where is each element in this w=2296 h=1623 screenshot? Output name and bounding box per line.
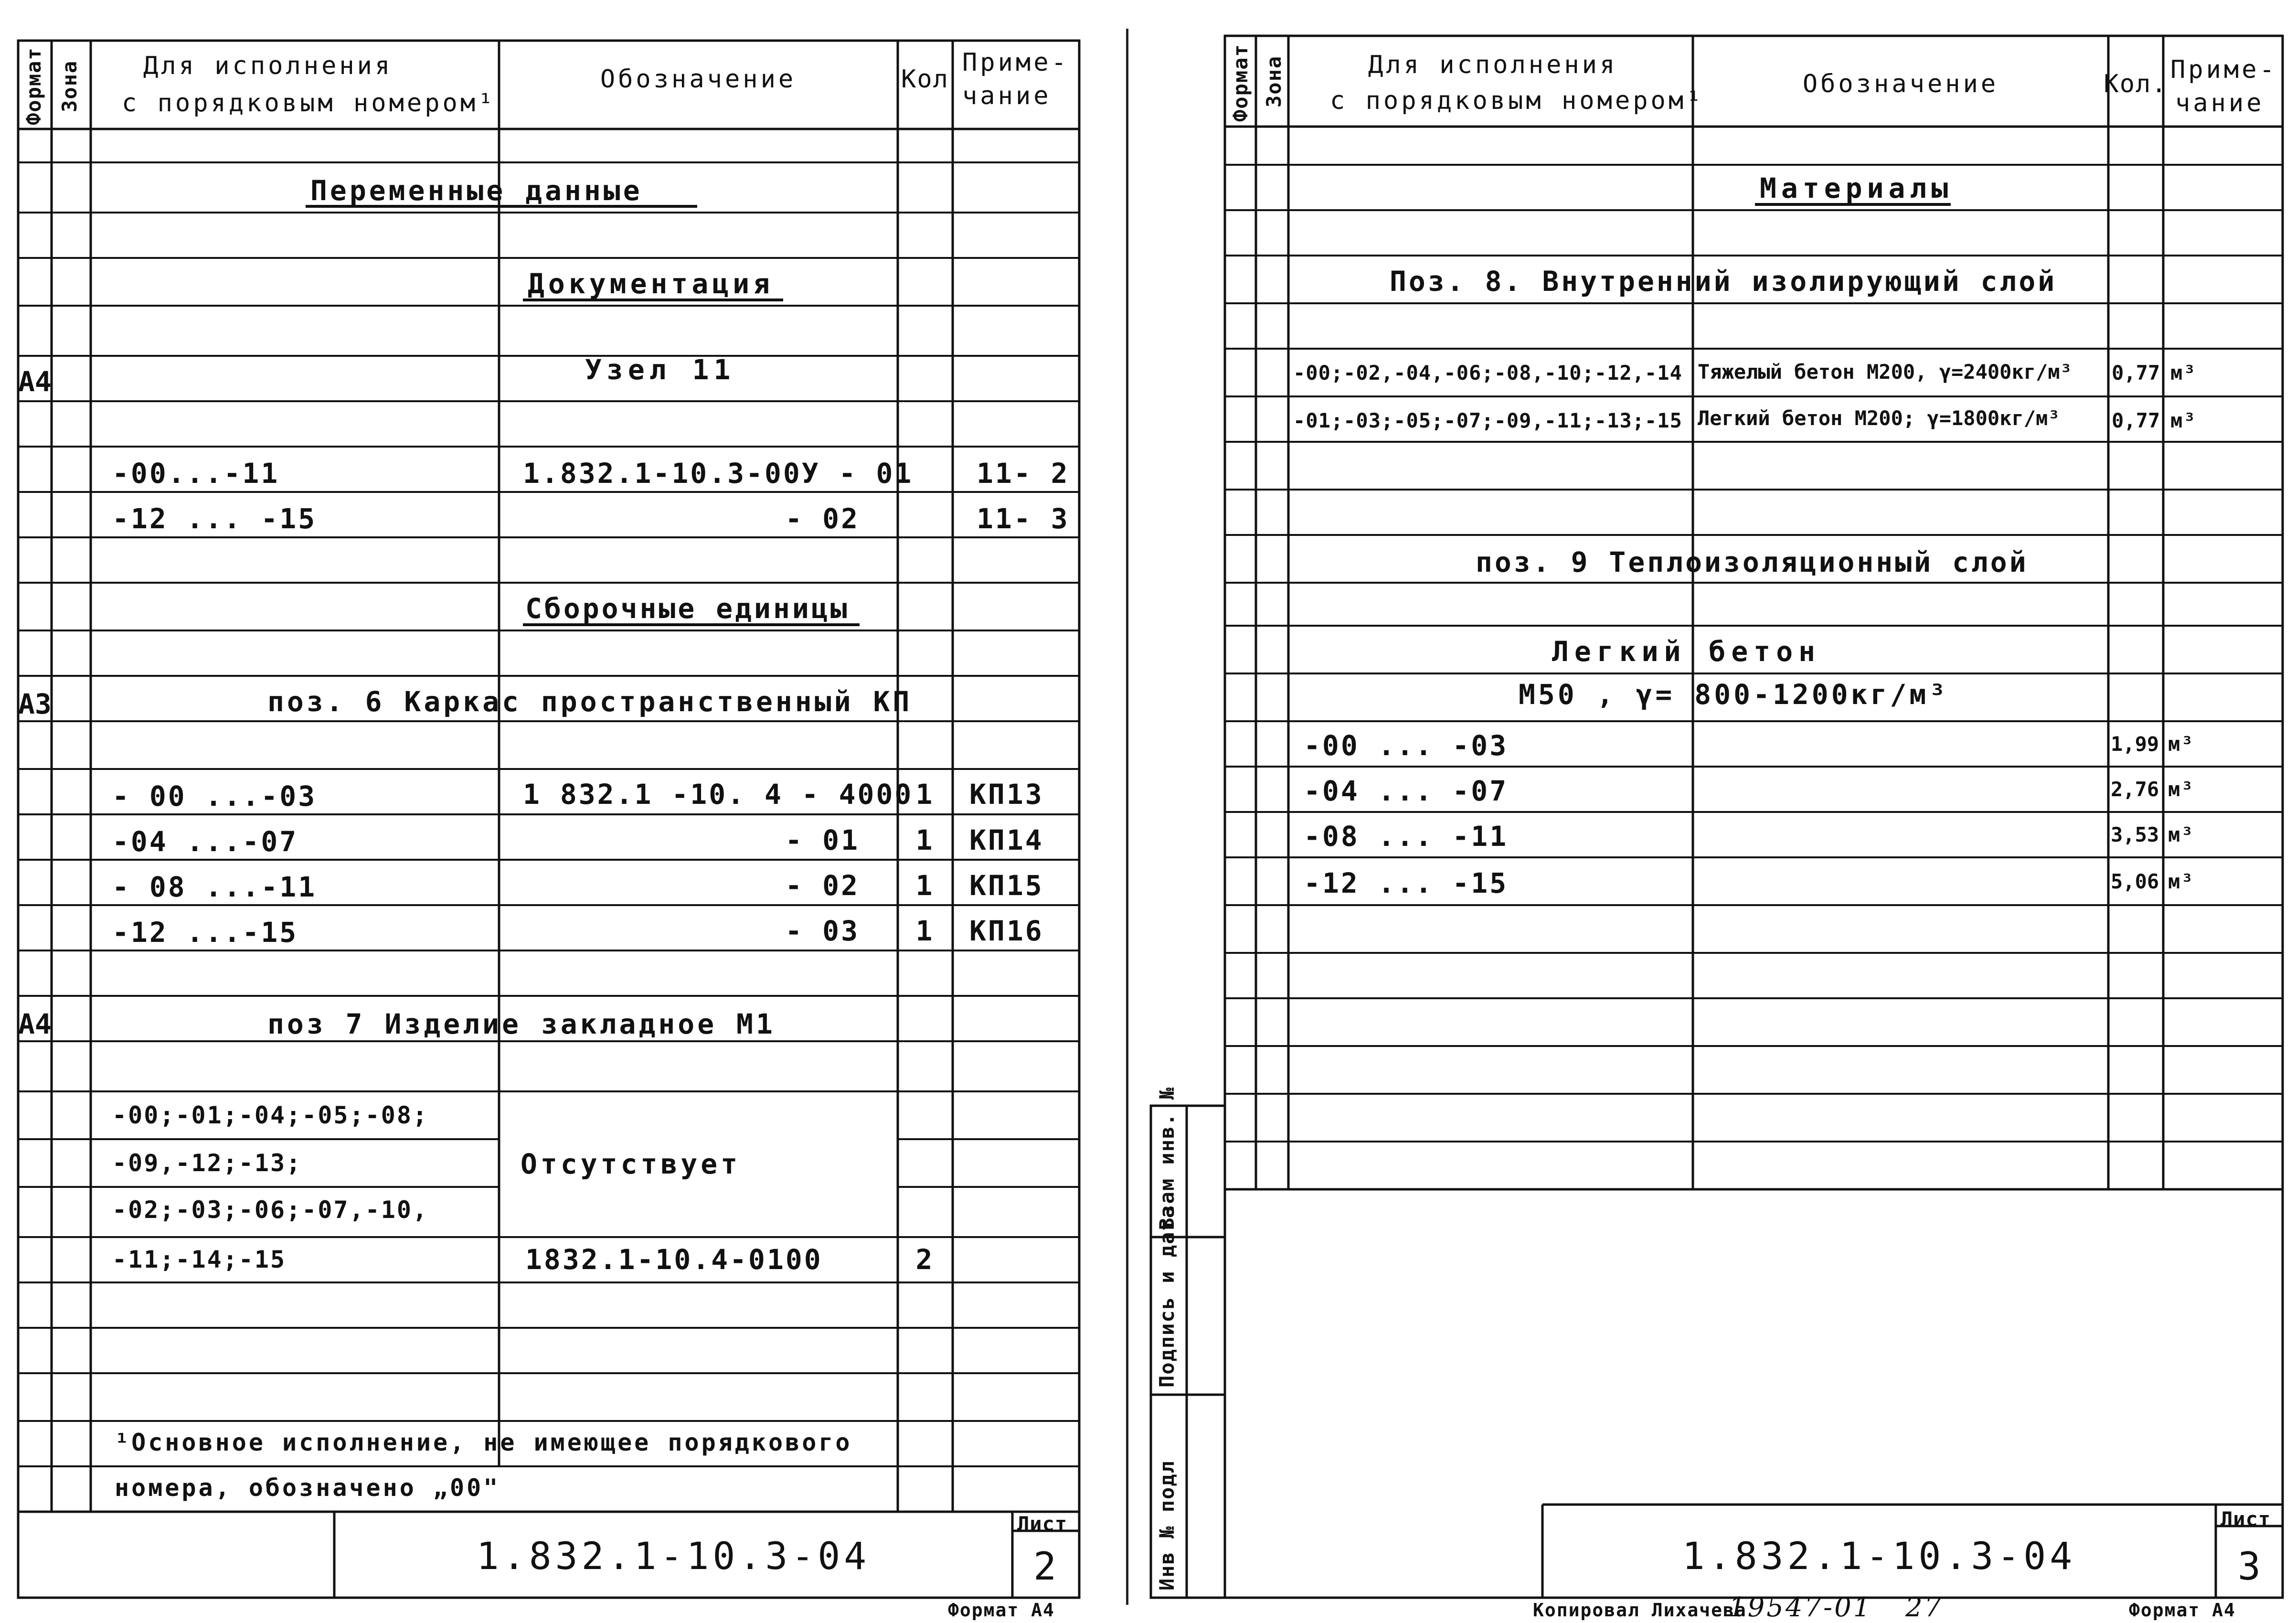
kp-row-3-designation: - 02 — [785, 869, 860, 902]
pos9-row-3-qty: 3,53 — [2111, 823, 2159, 846]
pos9-row-2-exec: -04 ... -07 — [1304, 775, 1509, 807]
kp-row-1-exec: - 00 ...-03 — [112, 780, 317, 812]
right-sheet-label: Лист — [2221, 1507, 2271, 1531]
kp-row-4-note: КП16 — [969, 915, 1044, 947]
uzel-row-1-designation: 1.832.1-10.3-00У - 01 — [523, 457, 914, 490]
kp-row-2-exec: -04 ...-07 — [112, 825, 298, 858]
pos8-row-2-exec: -01;-03;-05;-07;-09,-11;-13;-15 — [1293, 409, 1682, 432]
m1-row-4-exec: -11;-14;-15 — [112, 1246, 287, 1273]
footnote-line1: ¹Основное исполнение, не имеющее порядкового — [115, 1429, 852, 1456]
uzel-row-2-designation: - 02 — [785, 502, 860, 535]
stamp-podpis-data: Подпись и дата — [1155, 1205, 1179, 1388]
right-header-note-line1: Приме- — [2170, 55, 2277, 84]
m1-row-2-exec: -09,-12;-13; — [112, 1149, 302, 1177]
kp-row-1-designation: 1 832.1 -10. 4 - 4000 — [523, 778, 914, 811]
pos8-row-1-qty: 0,77 — [2112, 361, 2160, 384]
stamp-inv-podl: Инв № подл — [1155, 1460, 1179, 1591]
pos9-row-1-note: м³ — [2168, 732, 2194, 756]
uzel-row-1-note: 11- 2 — [977, 457, 1070, 490]
left-header-zone: Зона — [58, 60, 81, 112]
m1-title: поз 7 Изделие закладное М1 — [267, 1008, 776, 1040]
pos8-row-1-note: м³ — [2170, 361, 2197, 384]
right-header-zone: Зона — [1262, 55, 1286, 107]
left-header-note-line1: Приме- — [962, 48, 1069, 77]
pos8-row-2-note: м³ — [2170, 409, 2197, 432]
section-materials: Материалы — [1760, 172, 1953, 204]
left-sheet-number: 2 — [1033, 1544, 1059, 1589]
section-documentation: Документация — [528, 267, 774, 300]
uzel-row-2-note: 11- 3 — [977, 502, 1070, 535]
m1-row-4-designation: 1832.1-10.4-0100 — [525, 1243, 823, 1276]
pos9-title: поз. 9 Теплоизоляционный слой — [1476, 546, 2029, 578]
kp-row-2-qty: 1 — [915, 824, 935, 856]
left-header-designation: Обозначение — [600, 65, 797, 94]
light-concrete-line1: Легкий бетон — [1552, 635, 1821, 668]
uzel-format: А4 — [18, 365, 52, 398]
footnote-line2: номера, обозначено „00" — [115, 1474, 500, 1502]
pos9-row-1-qty: 1,99 — [2111, 732, 2159, 756]
right-format-label: Формат А4 — [2129, 1600, 2236, 1621]
m1-row-4-qty: 2 — [915, 1243, 935, 1276]
pos9-row-3-exec: -08 ... -11 — [1304, 820, 1509, 853]
right-header-designation: Обозначение — [1802, 70, 1999, 98]
right-header-exec-line1: Для исполнения — [1368, 51, 1618, 79]
uzel-title: Узел 11 — [585, 353, 735, 386]
kp-row-2-note: КП14 — [969, 824, 1044, 856]
kp-row-1-qty: 1 — [915, 778, 935, 811]
left-header-format: Формат — [22, 47, 45, 125]
kp-row-4-designation: - 03 — [785, 915, 860, 947]
kp-row-3-note: КП15 — [969, 869, 1044, 902]
right-header-format: Формат — [1229, 43, 1252, 122]
left-header-exec-line1: Для исполнения — [143, 52, 393, 80]
m1-row-1-exec: -00;-01;-04;-05;-08; — [112, 1101, 429, 1129]
kp-row-4-exec: -12 ...-15 — [112, 916, 298, 949]
kp-row-3-exec: - 08 ...-11 — [112, 871, 317, 903]
copied-by: Копировал Лихачева — [1533, 1600, 1747, 1621]
left-header-qty: Кол — [901, 65, 949, 94]
section-variable-data: Переменные данные — [310, 174, 643, 207]
pos9-row-4-qty: 5,06 — [2111, 870, 2159, 893]
section-assemblies: Сборочные единицы — [525, 592, 850, 625]
left-sheet-label: Лист — [1017, 1512, 1068, 1536]
uzel-row-2-exec: -12 ... -15 — [112, 502, 317, 535]
left-sheet — [0, 0, 1137, 1621]
pos9-row-2-qty: 2,76 — [2111, 778, 2159, 801]
m1-row-2-designation: Отсутствует — [521, 1148, 741, 1180]
uzel-row-1-exec: -00...-11 — [112, 457, 280, 490]
kp-title: поз. 6 Каркас пространственный КП — [267, 685, 913, 718]
kp-row-2-designation: - 01 — [785, 824, 860, 856]
left-doc-code: 1.832.1-10.3-04 — [476, 1535, 871, 1578]
kp-format: А3 — [18, 688, 52, 720]
pos8-row-2-designation: Легкий бетон М200; γ=1800кг/м³ — [1698, 406, 2060, 430]
left-header-exec-line2: с порядковым номером¹ — [122, 89, 496, 117]
pos8-title: Поз. 8. Внутренний изолирующий слой — [1390, 265, 2057, 298]
pos8-row-1-designation: Тяжелый бетон М200, γ=2400кг/м³ — [1698, 360, 2072, 384]
kp-row-4-qty: 1 — [915, 915, 935, 947]
m1-format: А4 — [18, 1008, 52, 1040]
pos9-row-3-note: м³ — [2168, 823, 2194, 846]
sheet-separator — [1126, 29, 1128, 1605]
left-header-note-line2: чание — [962, 82, 1052, 110]
kp-row-1-note: КП13 — [969, 778, 1044, 811]
kp-row-3-qty: 1 — [915, 869, 935, 902]
right-grid — [1141, 0, 2296, 1621]
pos9-row-4-note: м³ — [2168, 870, 2194, 893]
right-header-qty: Кол. — [2104, 70, 2168, 98]
stamp-vzam-inv: Взам инв. № — [1155, 1086, 1179, 1230]
pos9-row-2-note: м³ — [2168, 778, 2194, 801]
right-header-exec-line2: с порядковым номером¹ — [1330, 86, 1704, 115]
pos8-row-1-exec: -00;-02,-04,-06;-08,-10;-12,-14 — [1293, 361, 1682, 384]
right-sheet — [1141, 0, 2296, 1621]
handwritten-number: 19547-01 — [1729, 1592, 1872, 1623]
right-header-note-line2: чание — [2175, 89, 2264, 117]
right-doc-code: 1.832.1-10.3-04 — [1682, 1535, 2076, 1578]
right-sheet-number: 3 — [2237, 1544, 2263, 1589]
pos9-row-4-exec: -12 ... -15 — [1304, 867, 1509, 899]
left-format-label: Формат А4 — [948, 1600, 1055, 1621]
handwritten-page: 27 — [1905, 1592, 1944, 1623]
pos9-row-1-exec: -00 ... -03 — [1304, 729, 1509, 762]
light-concrete-line2: М50 , γ= 800-1200кг/м³ — [1519, 678, 1949, 711]
pos8-row-2-qty: 0,77 — [2112, 409, 2160, 432]
m1-row-3-exec: -02;-03;-06;-07,-10, — [112, 1196, 429, 1224]
